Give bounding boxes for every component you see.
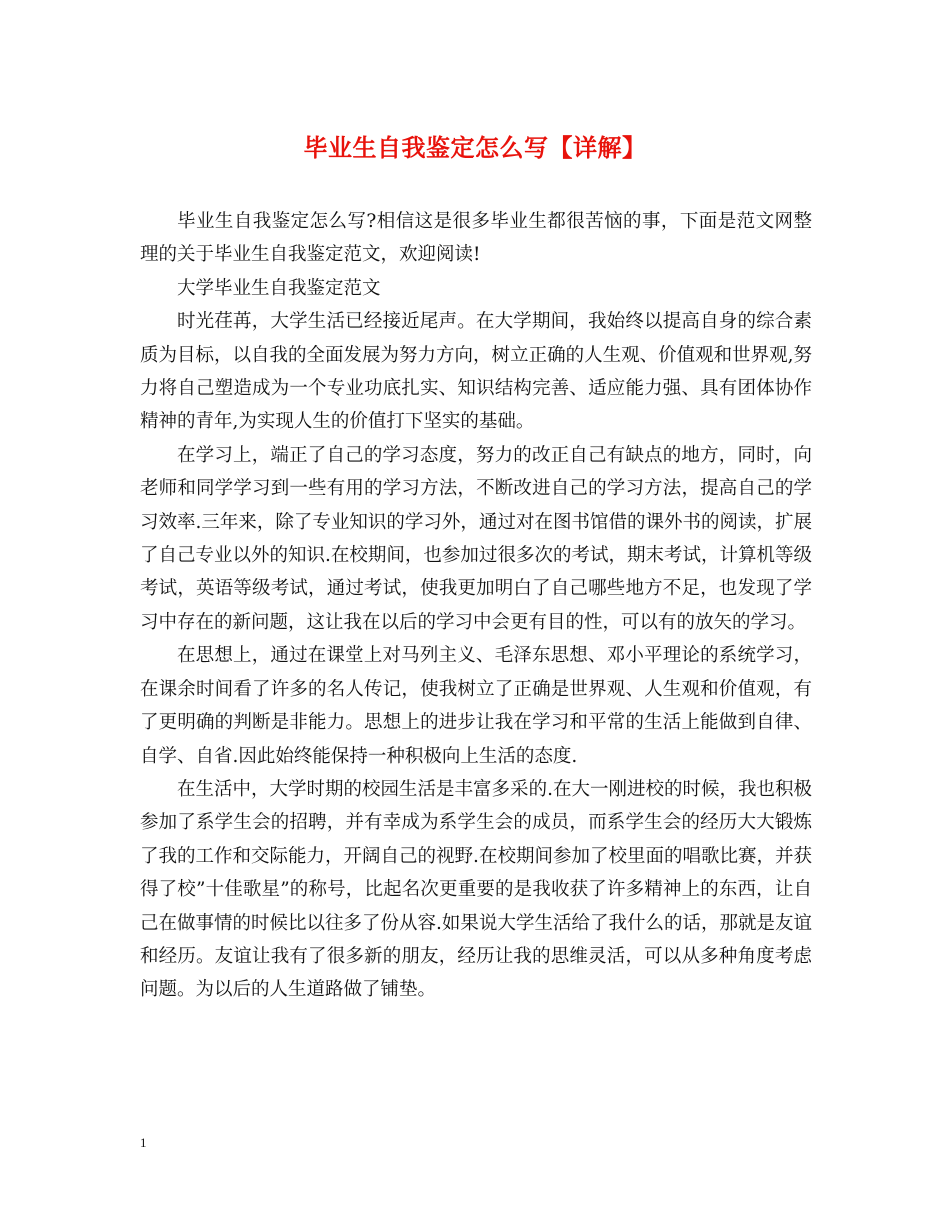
body-paragraph: 时光荏苒，大学生活已经接近尾声。在大学期间，我始终以提高自身的综合素质为目标，以自我的全面发展为努力方向，树立正确的人生观、价值观和世界观,努力将自己塑造成为一个专业功底扎实、知识结构完善、适应能力强、具有团体协作精神的青年,为实现人生的价值打下坚实的基础。 — [140, 311, 812, 433]
document-body — [140, 205, 812, 1007]
body-paragraph: 在生活中，大学时期的校园生活是丰富多采的.在大一刚进校的时候，我也积极参加了系学生会的招聘，并有幸成为系学生会的成员，而系学生会的经历大大锻炼了我的工作和交际能力，开阔自己的视野.在校期间参加了校里面的唱歌比赛，并获得了校”十佳歌星”的称号，比起名次更重要的是我收获了许多精神上的东西，让自己在做事情的时候比以往多了份从容.如果说大学生活给了我什么的话，那就是友谊和经历。友谊让我有了很多新的朋友，经历让我的思维灵活，可以从多种角度考虑问题。为以后的人生道路做了铺垫。 — [140, 778, 812, 1001]
page-number: 1 — [140, 1135, 147, 1150]
body-paragraph: 在学习上，端正了自己的学习态度，努力的改正自己有缺点的地方，同时，向老师和同学学习到一些有用的学习方法，不断改进自己的学习方法，提高自己的学习效率.三年来，除了专业知识的学习外，通过对在图书馆借的课外书的阅读，扩展了自己专业以外的知识.在校期间，也参加过很多次的考试，期末考试，计算机等级考试，英语等级考试，通过考试，使我更加明白了自己哪些地方不足，也发现了学习中存在的新问题，这让我在以后的学习中会更有目的性，可以有的放矢的学习。 — [140, 444, 812, 633]
intro-paragraph: 毕业生自我鉴定怎么写?相信这是很多毕业生都很苦恼的事，下面是范文网整理的关于毕业生自我鉴定范文，欢迎阅读! — [140, 211, 812, 266]
document-title: 毕业生自我鉴定怎么写【详解】 — [303, 133, 647, 162]
section-heading: 大学毕业生自我鉴定范文 — [177, 277, 381, 299]
body-paragraph: 在思想上，通过在课堂上对马列主义、毛泽东思想、邓小平理论的系统学习，在课余时间看了许多的名人传记，使我树立了正确是世界观、人生观和价值观，有了更明确的判断是非能力。思想上的进步让我在学习和平常的生活上能做到自律、自学、自省.因此始终能保持一种积极向上生活的态度. — [140, 645, 812, 767]
